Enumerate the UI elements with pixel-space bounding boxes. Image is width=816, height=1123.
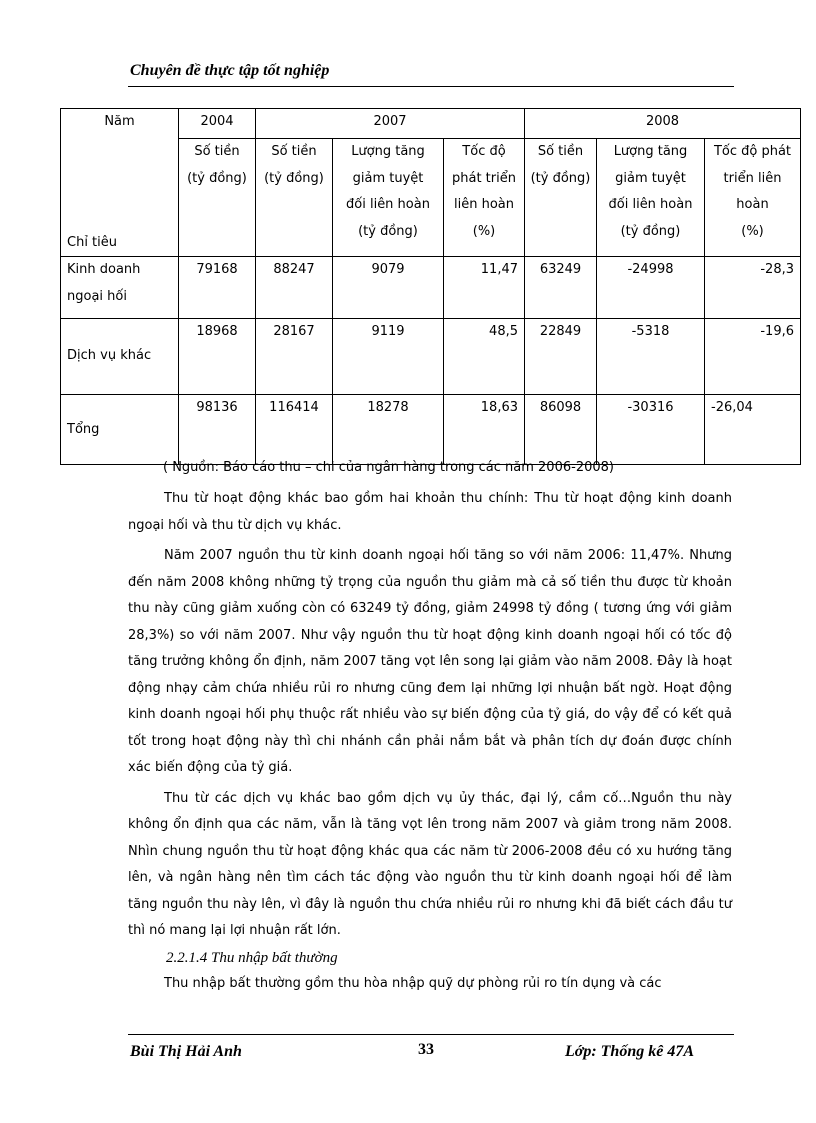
table-cell: 88247 — [256, 257, 333, 319]
paragraph: Năm 2007 nguồn thu từ kinh doanh ngoại hối tăng so với năm 2006: 11,47%. Nhưng đến năm 2008 không những tỷ trọng của nguồn thu giảm mà cả số tiền thu được từ khoản thu này cũng giảm xuống còn có 63249 tỷ đồng, giảm 24998 tỷ đồng ( tương ứng với giảm 28,3%) so với năm 2007. Như vậy nguồn thu từ hoạt động kinh doanh ngoại hối có tốc độ tăng trưởng không ổn định, năm 2007 tăng vọt lên song lại giảm vào năm 2008. Đây là hoạt động nhạy cảm chứa nhiều rủi ro nhưng cũng đem lại những lợi nhuận bất ngờ. Hoạt động kinh doanh ngoại hối phụ thuộc rất nhiều vào sự biến động của tỷ giá, do vậy để có kết quả tốt trong hoạt động này thì chi nhánh cần phải nắm bắt và phân tích dự đoán được chính xác biến động của tỷ giá. — [128, 548, 732, 775]
row-label-cell: Tổng — [61, 395, 179, 465]
row-label-cell: Dịch vụ khác — [61, 319, 179, 395]
subheader-so-tien: Số tiền (tỷ đồng) — [179, 139, 256, 257]
row-label: Chỉ tiêu — [67, 235, 118, 250]
table-cell: 22849 — [525, 319, 597, 395]
table-cell: -19,6 — [705, 319, 801, 395]
table-source-note: ( Nguồn: Báo cáo thu – chi của ngân hàng trong các năm 2006-2008) — [163, 460, 614, 475]
table-cell: 9079 — [333, 257, 444, 319]
table-cell: 98136 — [179, 395, 256, 465]
table-cell: -5318 — [597, 319, 705, 395]
paragraph: Thu từ các dịch vụ khác bao gồm dịch vụ ủy thác, đại lý, cầm cố…Nguồn thu này không ổn định qua các năm, vẫn là tăng vọt lên trong năm 2007 và giảm trong năm 2008. Nhìn chung nguồn thu từ hoạt động khác qua các năm từ 2006-2008 đều có xu hướng tăng lên, và ngân hàng nên tìm cách tác động vào nguồn thu từ kinh doanh ngoại hối để làm tăng nguồn thu này lên, vì đây là nguồn thu chứa nhiều rủi ro nhưng khi đã biết cách đầu tư thì nó mang lại lợi nhuận rất lớn. — [128, 790, 732, 938]
section-subheading: 2.2.1.4 Thu nhập bất thường — [166, 949, 338, 966]
paragraph: Thu từ hoạt động khác bao gồm hai khoản thu chính: Thu từ hoạt động kinh doanh ngoại hối và thu từ dịch vụ khác. — [128, 491, 732, 533]
table-cell: -28,3 — [705, 257, 801, 319]
table-cell: 63249 — [525, 257, 597, 319]
table-cell: 11,47 — [444, 257, 525, 319]
table-cell: 18968 — [179, 319, 256, 395]
document-title: Chuyên đề thực tập tốt nghiệp — [130, 62, 330, 79]
table-cell: 86098 — [525, 395, 597, 465]
year-2007: 2007 — [256, 109, 525, 139]
revenue-table — [60, 108, 801, 465]
table-cell: 18278 — [333, 395, 444, 465]
page-number: 33 — [418, 1041, 434, 1058]
author-name: Bùi Thị Hải Anh — [130, 1043, 242, 1060]
year-2008: 2008 — [525, 109, 801, 139]
table-cell: 9119 — [333, 319, 444, 395]
row-label-cell: Kinh doanh ngoại hối — [61, 257, 179, 319]
table-row — [61, 257, 801, 319]
paragraph: Thu nhập bất thường gồm thu hòa nhập quỹ dự phòng rủi ro tín dụng và các — [164, 976, 662, 991]
table-row — [61, 319, 801, 395]
table-row — [61, 395, 801, 465]
subheader-so-tien: Số tiền (tỷ đồng) — [525, 139, 597, 257]
subheader-so-tien: Số tiền (tỷ đồng) — [256, 139, 333, 257]
subheader-luong-tang: Lượng tăng giảm tuyệt đối liên hoàn (tỷ đồng) — [597, 139, 705, 257]
subheader-luong-tang: Lượng tăng giảm tuyệt đối liên hoàn (tỷ đồng) — [333, 139, 444, 257]
table-cell: 48,5 — [444, 319, 525, 395]
table-cell: -30316 — [597, 395, 705, 465]
subheader-toc-do: Tốc độ phát triển liên hoàn (%) — [705, 139, 801, 257]
table-cell: -24998 — [597, 257, 705, 319]
page-footer — [128, 1034, 734, 1065]
corner-header-cell — [61, 109, 179, 257]
table-cell: 18,63 — [444, 395, 525, 465]
class-name: Lớp: Thống kê 47A — [564, 1043, 694, 1060]
table-cell: -26,04 — [705, 395, 801, 465]
year-label: Năm — [104, 114, 135, 129]
year-2004: 2004 — [179, 109, 256, 139]
page-header — [128, 60, 734, 87]
table-cell: 79168 — [179, 257, 256, 319]
body-text — [128, 486, 732, 998]
table-cell: 28167 — [256, 319, 333, 395]
subheader-toc-do: Tốc độ phát triển liên hoàn (%) — [444, 139, 525, 257]
table-cell: 116414 — [256, 395, 333, 465]
